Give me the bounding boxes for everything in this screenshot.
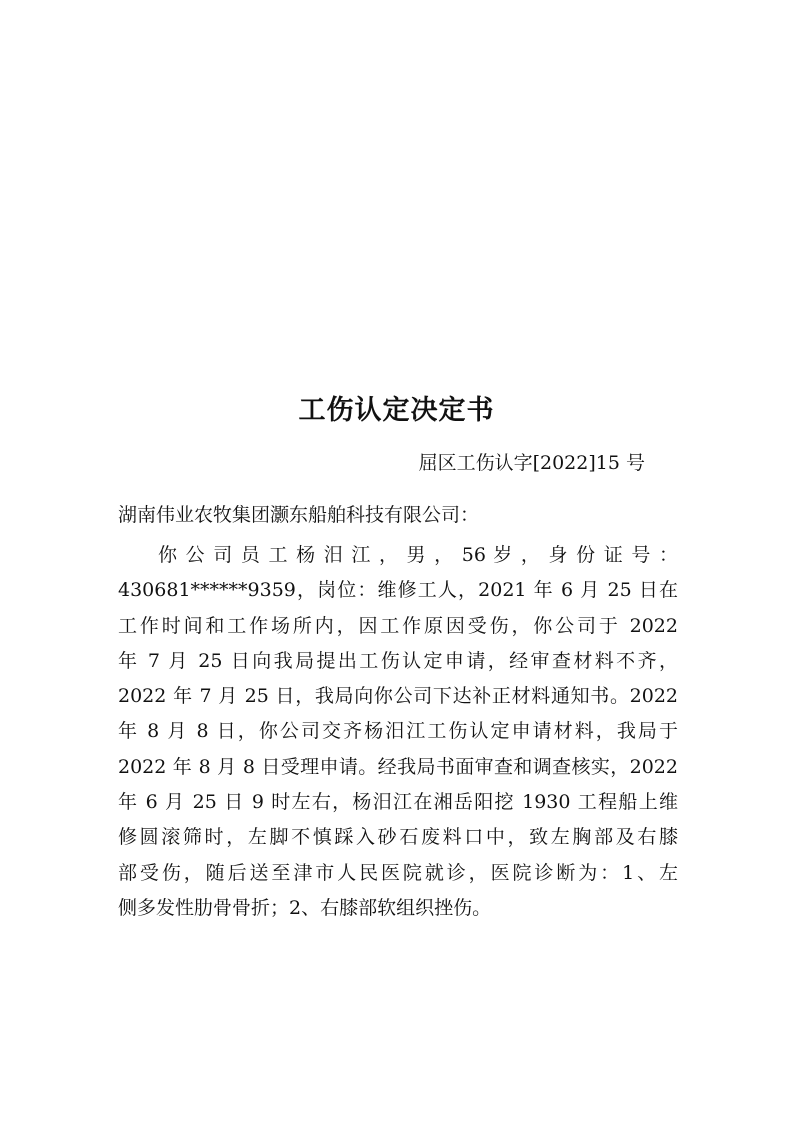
body-line: 侧多发性肋骨骨折；2、右膝部软组织挫伤。 <box>118 896 492 919</box>
body-line: 年 7 月 25 日向我局提出工伤认定申请，经审查材料不齐， <box>118 649 678 672</box>
body-line: 部受伤，随后送至津市人民医院就诊，医院诊断为：1、左 <box>118 861 678 884</box>
body-paragraph <box>118 538 678 926</box>
body-line: 年 6 月 25 日 9 时左右，杨汨江在湘岳阳挖 1930 工程船上维 <box>118 791 678 814</box>
body-line: 2022 年 8 月 8 日受理申请。经我局书面审查和调查核实，2022 <box>118 755 678 778</box>
body-line: 你 公 司 员 工 杨 汨 江 ， 男 ， 56 岁 ， 身 份 证 号 ： <box>158 544 678 566</box>
addressee: 湖南伟业农牧集团灏东船舶科技有限公司： <box>118 504 480 526</box>
document-number: 屈区工伤认字[2022]15 号 <box>418 452 645 474</box>
body-line: 工作时间和工作场所内，因工作原因受伤，你公司于 2022 <box>118 614 678 637</box>
body-line: 年 8 月 8 日，你公司交齐杨汨江工伤认定申请材料，我局于 <box>118 720 678 743</box>
body-line: 430681******9359，岗位：维修工人，2021 年 6 月 25 日在 <box>118 579 678 602</box>
body-line: 2022 年 7 月 25 日，我局向你公司下达补正材料通知书。2022 <box>118 685 678 708</box>
body-line: 修圆滚筛时，左脚不慎踩入砂石废料口中，致左胸部及右膝 <box>118 826 678 849</box>
document-title: 工伤认定决定书 <box>298 395 495 426</box>
